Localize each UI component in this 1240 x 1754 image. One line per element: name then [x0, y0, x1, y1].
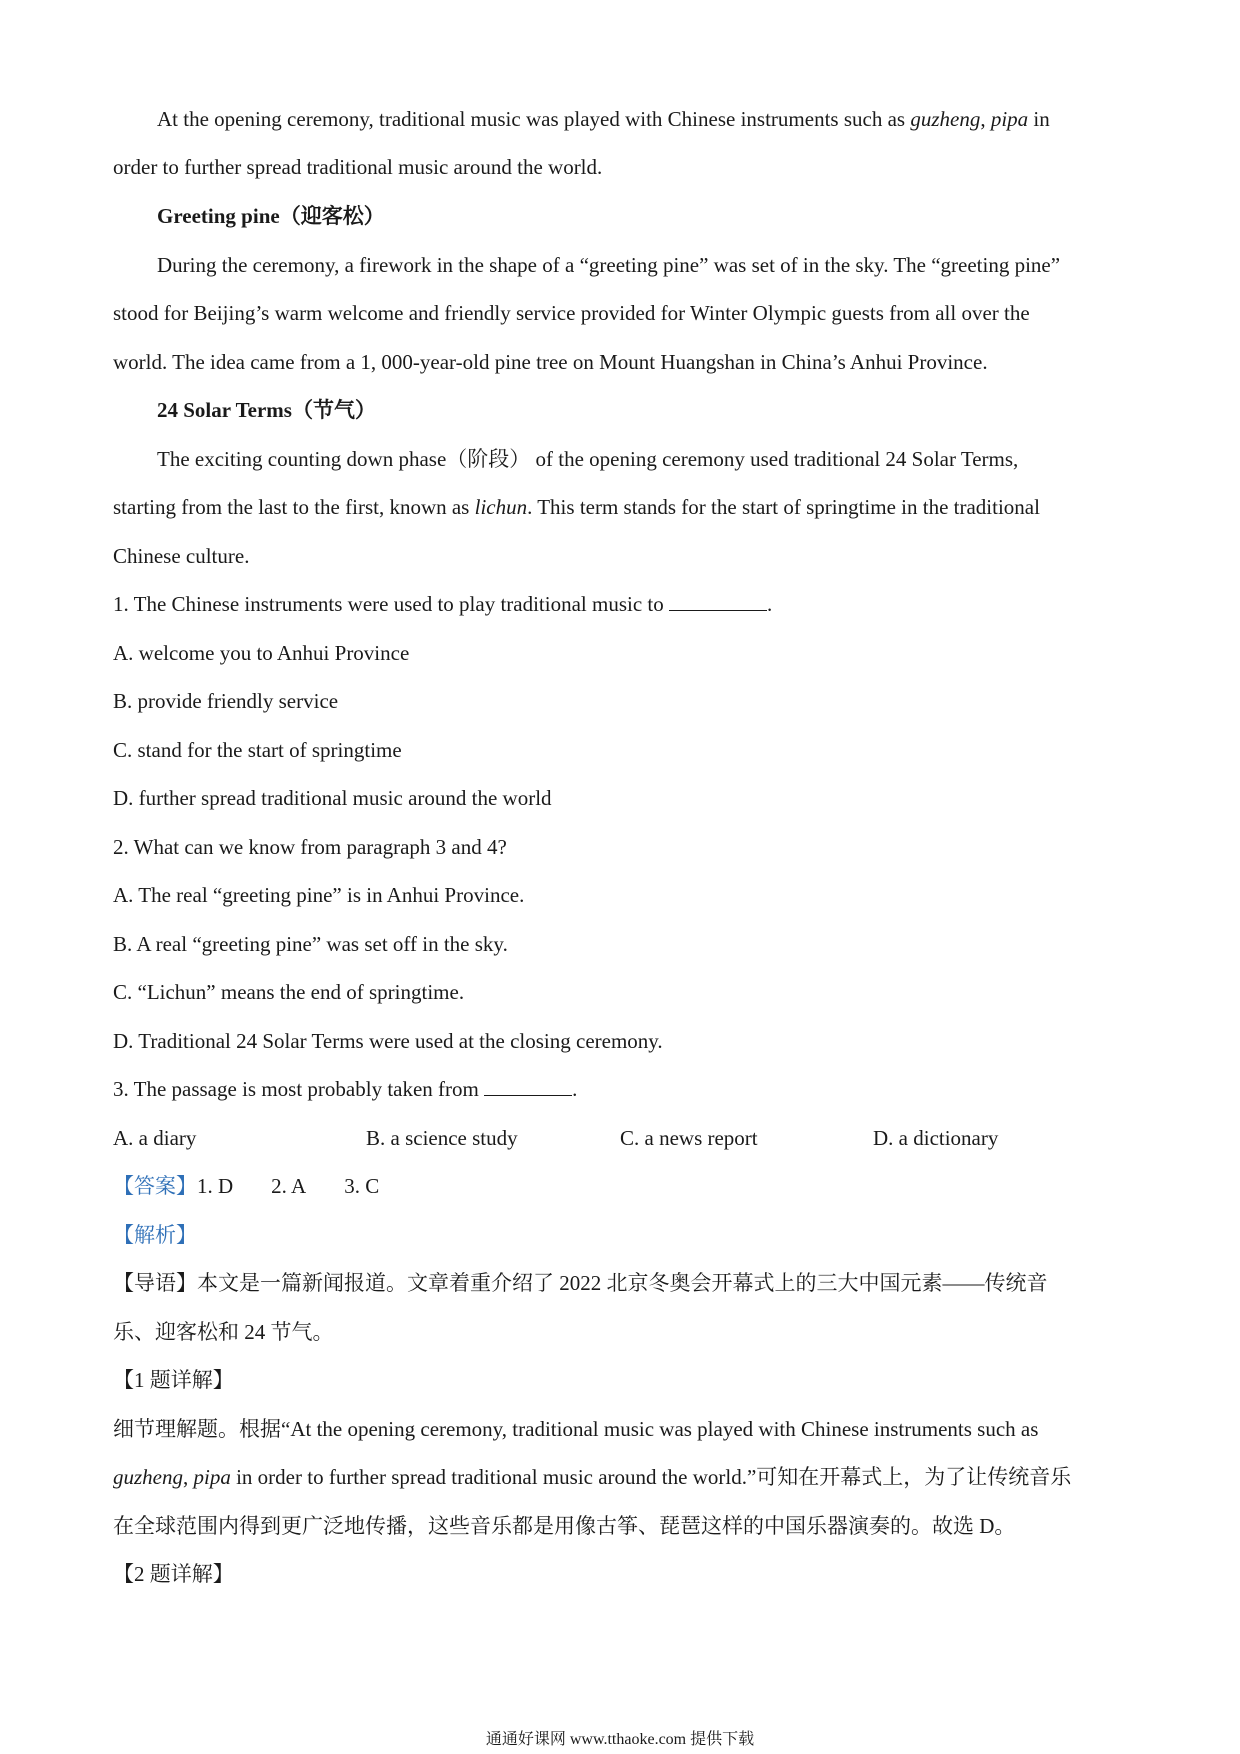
heading-greeting-pine: Greeting pine（迎客松）	[157, 204, 385, 228]
comma: ,	[980, 107, 991, 131]
question-2-stem: 2. What can we know from paragraph 3 and 4?	[113, 835, 507, 859]
term-lichun: lichun	[474, 495, 528, 519]
question-2-option-d: D. Traditional 24 Solar Terms were used at the closing ceremony.	[113, 1029, 663, 1053]
comma: ,	[183, 1465, 194, 1489]
question-1-end: .	[767, 592, 773, 616]
answer-key	[113, 1173, 417, 1199]
analysis-label: 【解析】	[113, 1223, 197, 1247]
para2-line1: During the ceremony, a firework in the shape of a “greeting pine” was set of in the sky. The “greeting pine”	[157, 253, 1061, 277]
answer-item-1: 1. D	[197, 1174, 234, 1198]
analysis-intro-line1: 【导语】本文是一篇新闻报道。文章着重介绍了 2022 北京冬奥会开幕式上的三大中国元素——传统音	[113, 1271, 1048, 1295]
para2-line3: world. The idea came from a 1, 000-year-old pine tree on Mount Huangshan in China’s Anhui Province.	[113, 350, 988, 374]
para1-line1	[157, 106, 1050, 132]
heading-solar-terms: 24 Solar Terms（节气）	[157, 398, 376, 422]
page-footer: 通通好课网 www.tthaoke.com 提供下载	[485, 1731, 755, 1748]
question-3-option-d: D. a dictionary	[873, 1126, 999, 1150]
answer-item-3: 3. C	[344, 1174, 380, 1198]
analysis-q1-line2	[113, 1464, 1071, 1490]
para1-text: At the opening ceremony, traditional music was played with Chinese instruments such as	[157, 107, 911, 131]
question-3-option-b: B. a science study	[366, 1126, 518, 1150]
analysis-q1-heading: 【1 题详解】	[113, 1368, 234, 1392]
term-pipa: pipa	[990, 107, 1029, 131]
para3-line2	[113, 494, 1040, 520]
question-2-option-b: B. A real “greeting pine” was set off in the sky.	[113, 932, 508, 956]
question-3-text: 3. The passage is most probably taken from	[113, 1077, 485, 1101]
answer-blank	[669, 592, 767, 611]
question-1-text: 1. The Chinese instruments were used to play traditional music to	[113, 592, 670, 616]
analysis-q1-line3: 在全球范围内得到更广泛地传播，这些音乐都是用像古筝、琵琶这样的中国乐器演奏的。故选 D。	[113, 1514, 1016, 1538]
para1-text-end: in	[1028, 107, 1050, 131]
term-guzheng: guzheng	[910, 107, 981, 131]
analysis-q1-text: in order to further spread traditional music around the world.”可知在开幕式上，为了让传统音乐	[230, 1465, 1072, 1489]
question-2-option-a: A. The real “greeting pine” is in Anhui Province.	[113, 883, 525, 907]
question-1-option-d: D. further spread traditional music around the world	[113, 786, 552, 810]
para3-text-end: . This term stands for the start of springtime in the traditional	[527, 495, 1040, 519]
question-3-stem	[113, 1076, 577, 1102]
question-1-stem	[113, 591, 772, 617]
question-1-option-b: B. provide friendly service	[113, 689, 339, 713]
question-2-option-c: C. “Lichun” means the end of springtime.	[113, 980, 465, 1004]
question-3-option-c: C. a news report	[620, 1126, 758, 1150]
answer-blank	[484, 1077, 572, 1096]
question-1-option-a: A. welcome you to Anhui Province	[113, 641, 410, 665]
para3-line1: The exciting counting down phase（阶段） of the opening ceremony used traditional 24 Solar Terms,	[157, 447, 1019, 471]
analysis-q2-heading: 【2 题详解】	[113, 1562, 234, 1586]
answer-label: 【答案】	[113, 1174, 197, 1198]
term-guzheng: guzheng	[113, 1465, 183, 1489]
para3-line3: Chinese culture.	[113, 544, 250, 568]
analysis-intro-line2: 乐、迎客松和 24 节气。	[113, 1320, 334, 1344]
question-3-end: .	[572, 1077, 578, 1101]
analysis-q1-line1: 细节理解题。根据“At the opening ceremony, traditional music was played with Chinese instruments such as	[113, 1417, 1039, 1441]
para2-line2: stood for Beijing’s warm welcome and friendly service provided for Winter Olympic guests from all over the	[113, 301, 1030, 325]
para3-text: starting from the last to the first, known as	[113, 495, 475, 519]
question-1-option-c: C. stand for the start of springtime	[113, 738, 402, 762]
para1-line2: order to further spread traditional music around the world.	[113, 155, 603, 179]
answer-item-2: 2. A	[271, 1174, 307, 1198]
term-pipa: pipa	[193, 1465, 231, 1489]
question-3-option-a: A. a diary	[113, 1126, 197, 1150]
